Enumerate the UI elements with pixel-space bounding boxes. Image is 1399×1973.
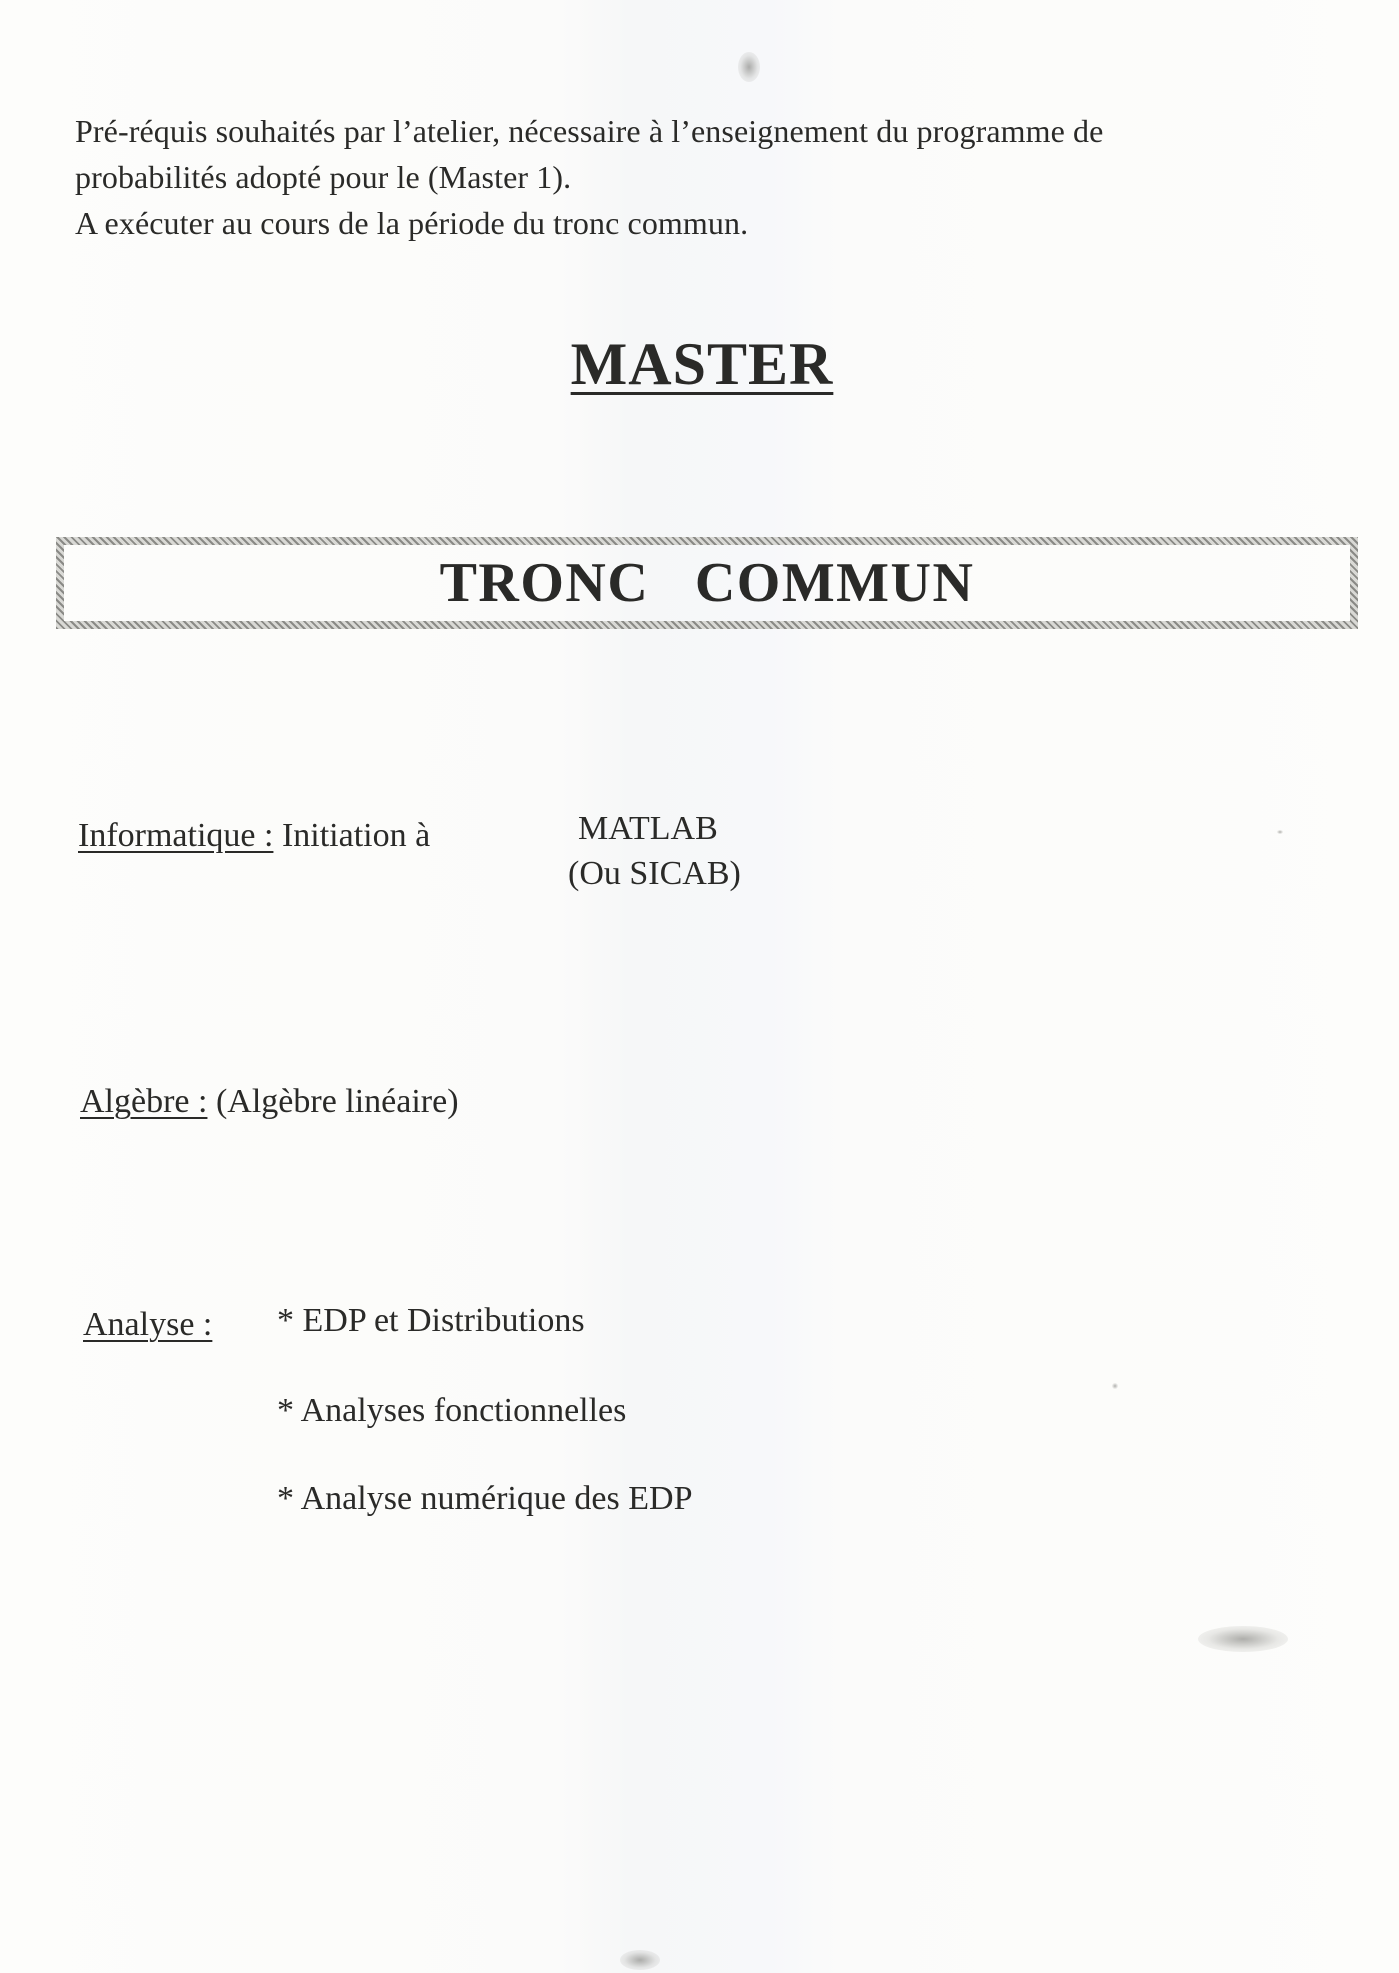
algebre-label: Algèbre : bbox=[80, 1083, 208, 1120]
informatique-tool: MATLAB bbox=[578, 810, 718, 847]
analyse-item: * EDP et Distributions bbox=[277, 1302, 585, 1339]
page-title: MASTER bbox=[570, 331, 834, 397]
intro-paragraph bbox=[75, 108, 1345, 246]
informatique-label: Informatique : bbox=[78, 817, 274, 854]
intro-line-2: probabilités adopté pour le (Master 1). bbox=[75, 159, 572, 195]
analyse-row bbox=[83, 1303, 212, 1347]
algebre-row bbox=[80, 1080, 459, 1124]
analyse-label: Analyse : bbox=[83, 1306, 213, 1343]
analyse-item: * Analyse numérique des EDP bbox=[277, 1480, 693, 1517]
subtitle-box bbox=[56, 537, 1358, 629]
analyse-item: * Analyses fonctionnelles bbox=[277, 1392, 627, 1429]
scan-smudge bbox=[1277, 830, 1283, 834]
algebre-text: (Algèbre linéaire) bbox=[215, 1083, 459, 1120]
scan-smudge bbox=[620, 1950, 660, 1970]
informatique-text: Initiation à bbox=[281, 817, 431, 854]
intro-line-3: A exécuter au cours de la période du tronc commun. bbox=[75, 205, 749, 241]
scan-smudge bbox=[738, 52, 760, 82]
scan-smudge bbox=[1112, 1383, 1118, 1389]
informatique-alt: (Ou SICAB) bbox=[568, 855, 741, 892]
informatique-row bbox=[78, 814, 430, 858]
intro-line-1: Pré-réquis souhaités par l’atelier, nécessaire à l’enseignement du programme de bbox=[75, 113, 1104, 149]
scan-smudge bbox=[1198, 1626, 1288, 1652]
subtitle: TRONC COMMUN bbox=[439, 552, 975, 614]
